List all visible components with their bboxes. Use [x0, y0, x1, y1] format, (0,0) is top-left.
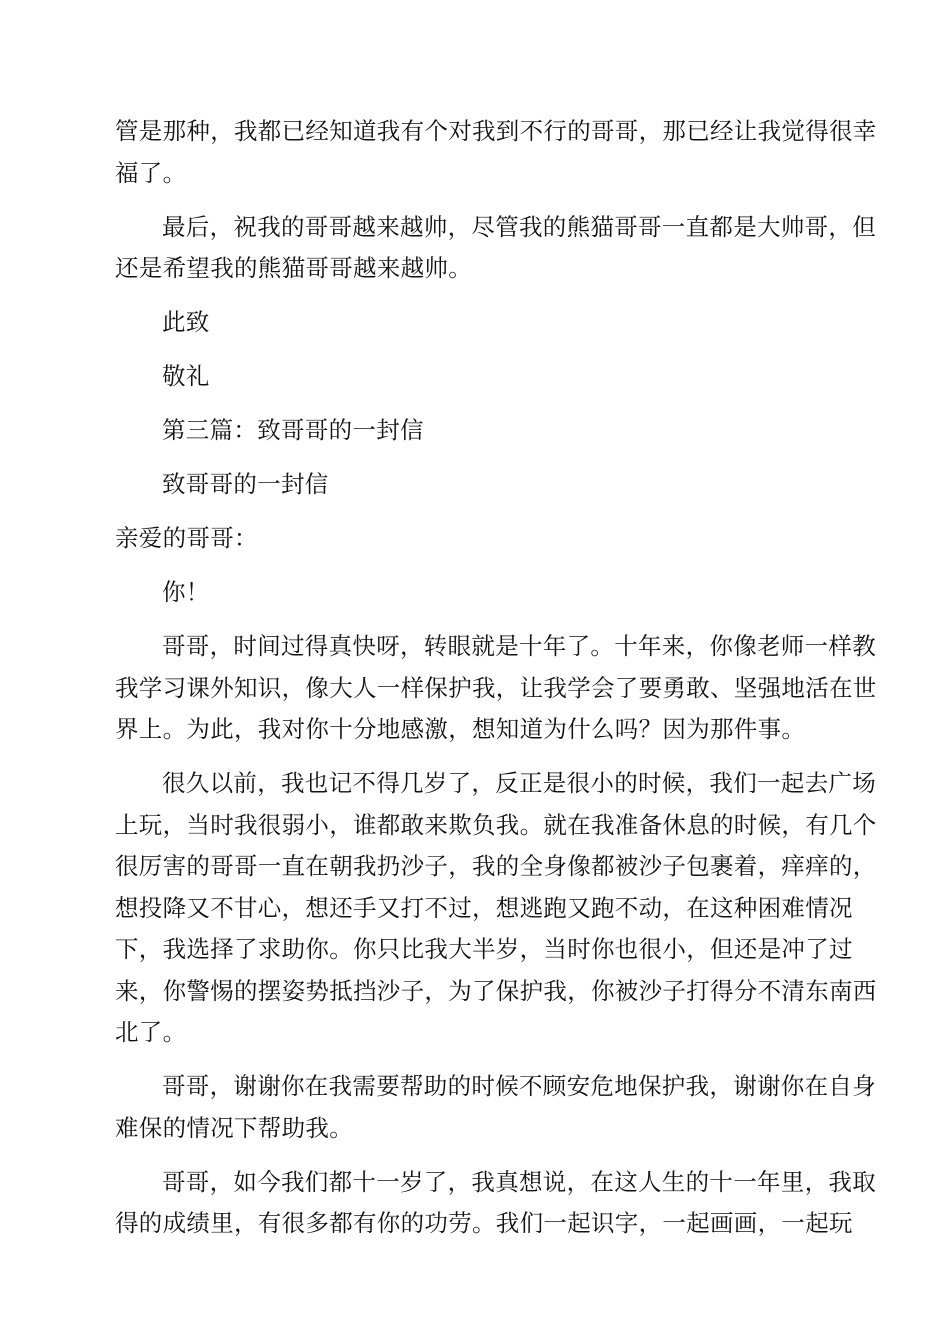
text-line: 还是希望我的熊猫哥哥越来越帅。 [115, 254, 472, 282]
paragraph [115, 111, 877, 194]
text-line: 我学习课外知识，像大人一样保护我，让我学会了要勇敢、坚强地活在世 [115, 673, 877, 702]
text-line: 来，你警惕的摆姿势抵挡沙子，为了保护我，你被沙子打得分不清东南西 [115, 976, 877, 1005]
text-line: 上玩，当时我很弱小，谁都敢来欺负我。就在我准备休息的时候，有几个 [115, 810, 877, 839]
text-line: 很久以前，我也记不得几岁了，反正是很小的时候，我们一起去广场 [162, 769, 876, 797]
closing-line: 此致 [162, 308, 210, 336]
text-line: 得的成绩里，有很多都有你的功劳。我们一起识字，一起画画，一起玩 [115, 1209, 853, 1237]
paragraph [115, 1162, 876, 1245]
text-line: 哥哥，时间过得真快呀，转眼就是十年了。十年来，你像老师一样教 [162, 632, 876, 660]
paragraph [115, 207, 876, 290]
text-line: 福了。 [115, 158, 187, 187]
paragraph [115, 626, 877, 751]
paragraph [115, 763, 877, 1054]
text-line: 界上。为此，我对你十分地感激，想知道为什么吗？因为那件事。 [115, 715, 806, 743]
text-line: 很厉害的哥哥一直在朝我扔沙子，我的全身像都被沙子包裹着，痒痒的， [115, 852, 877, 880]
text-line: 想投降又不甘心，想还手又打不过，想逃跑又跑不动，在这种困难情况 [115, 893, 853, 922]
text-line: 管是那种，我都已经知道我有个对我到不行的哥哥，那已经让我觉得很幸 [115, 117, 877, 145]
text-line: 难保的情况下帮助我。 [115, 1113, 353, 1142]
text-line: 北了。 [115, 1018, 187, 1046]
paragraph [115, 1066, 876, 1149]
text-line: 最后，祝我的哥哥越来越帅，尽管我的熊猫哥哥一直都是大帅哥，但 [162, 212, 876, 241]
letter-title: 致哥哥的一封信 [162, 470, 329, 498]
closing-line: 敬礼 [162, 362, 210, 390]
text-line: 哥哥，如今我们都十一岁了，我真想说，在这人生的十一年里，我取 [162, 1167, 876, 1196]
salutation: 亲爱的哥哥： [115, 524, 258, 552]
text-line: 下，我选择了求助你。你只比我大半岁，当时你也很小，但还是冲了过 [115, 935, 853, 963]
text-line: 哥哥，谢谢你在我需要帮助的时候不顾安危地保护我，谢谢你在自身 [162, 1072, 876, 1100]
section-heading: 第三篇：致哥哥的一封信 [162, 416, 424, 444]
document-page [115, 111, 877, 1245]
greeting: 你！ [162, 578, 210, 606]
